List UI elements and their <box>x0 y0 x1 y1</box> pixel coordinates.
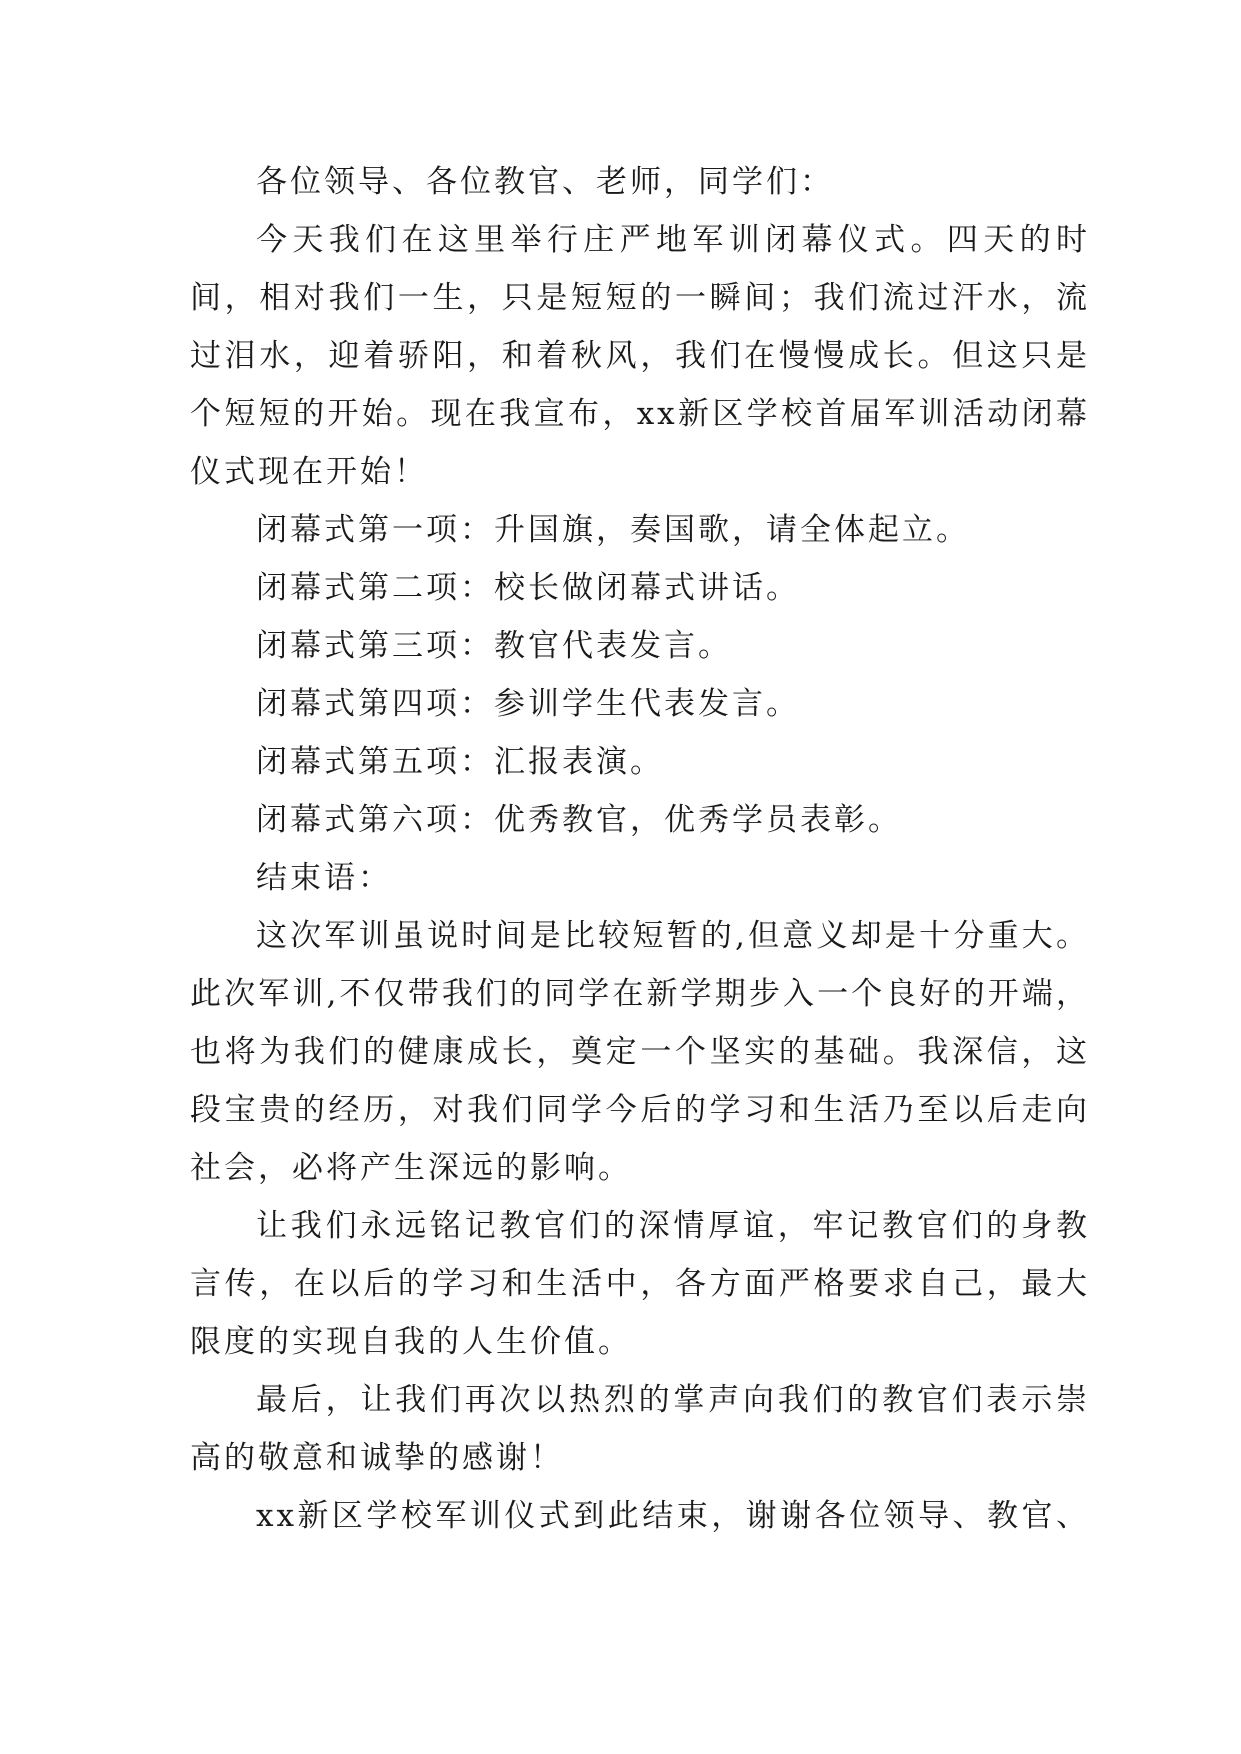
document-body <box>190 153 1090 1545</box>
agenda-item-4: 闭幕式第四项：参训学生代表发言。 <box>256 686 800 722</box>
closing-paragraph-1: 这次军训虽说时间是比较短暂的,但意义却是十分重大。此次军训,不仅带我们的同学在新学期步入一个良好的开端，也将为我们的健康成长，奠定一个坚实的基础。我深信，这段宝贵的经历，对我们同学今后的学习和生活乃至以后走向社会，必将产生深远的影响。 <box>190 918 1090 1186</box>
closing-paragraph-3: 最后，让我们再次以热烈的掌声向我们的教官们表示崇高的敬意和诚挚的感谢！ <box>190 1382 1090 1476</box>
agenda-item-3: 闭幕式第三项：教官代表发言。 <box>256 628 732 664</box>
closing-paragraph-2: 让我们永远铭记教官们的深情厚谊，牢记教官们的身教言传，在以后的学习和生活中，各方面严格要求自己，最大限度的实现自我的人生价值。 <box>190 1208 1090 1360</box>
closing-paragraph-4: xx新区学校军训仪式到此结束，谢谢各位领导、教官、 <box>256 1498 1090 1534</box>
salutation: 各位领导、各位教官、老师，同学们： <box>256 164 834 200</box>
closing-heading: 结束语： <box>256 860 392 896</box>
opening-paragraph: 今天我们在这里举行庄严地军训闭幕仪式。四天的时间，相对我们一生，只是短短的一瞬间；我们流过汗水，流过泪水，迎着骄阳，和着秋风，我们在慢慢成长。但这只是个短短的开始。现在我宣布，xx新区学校首届军训活动闭幕仪式现在开始！ <box>190 222 1090 490</box>
agenda-item-2: 闭幕式第二项：校长做闭幕式讲话。 <box>256 570 800 606</box>
agenda-item-1: 闭幕式第一项：升国旗，奏国歌，请全体起立。 <box>256 512 970 548</box>
agenda-item-5: 闭幕式第五项：汇报表演。 <box>256 744 664 780</box>
agenda-item-6: 闭幕式第六项：优秀教官，优秀学员表彰。 <box>256 802 902 838</box>
